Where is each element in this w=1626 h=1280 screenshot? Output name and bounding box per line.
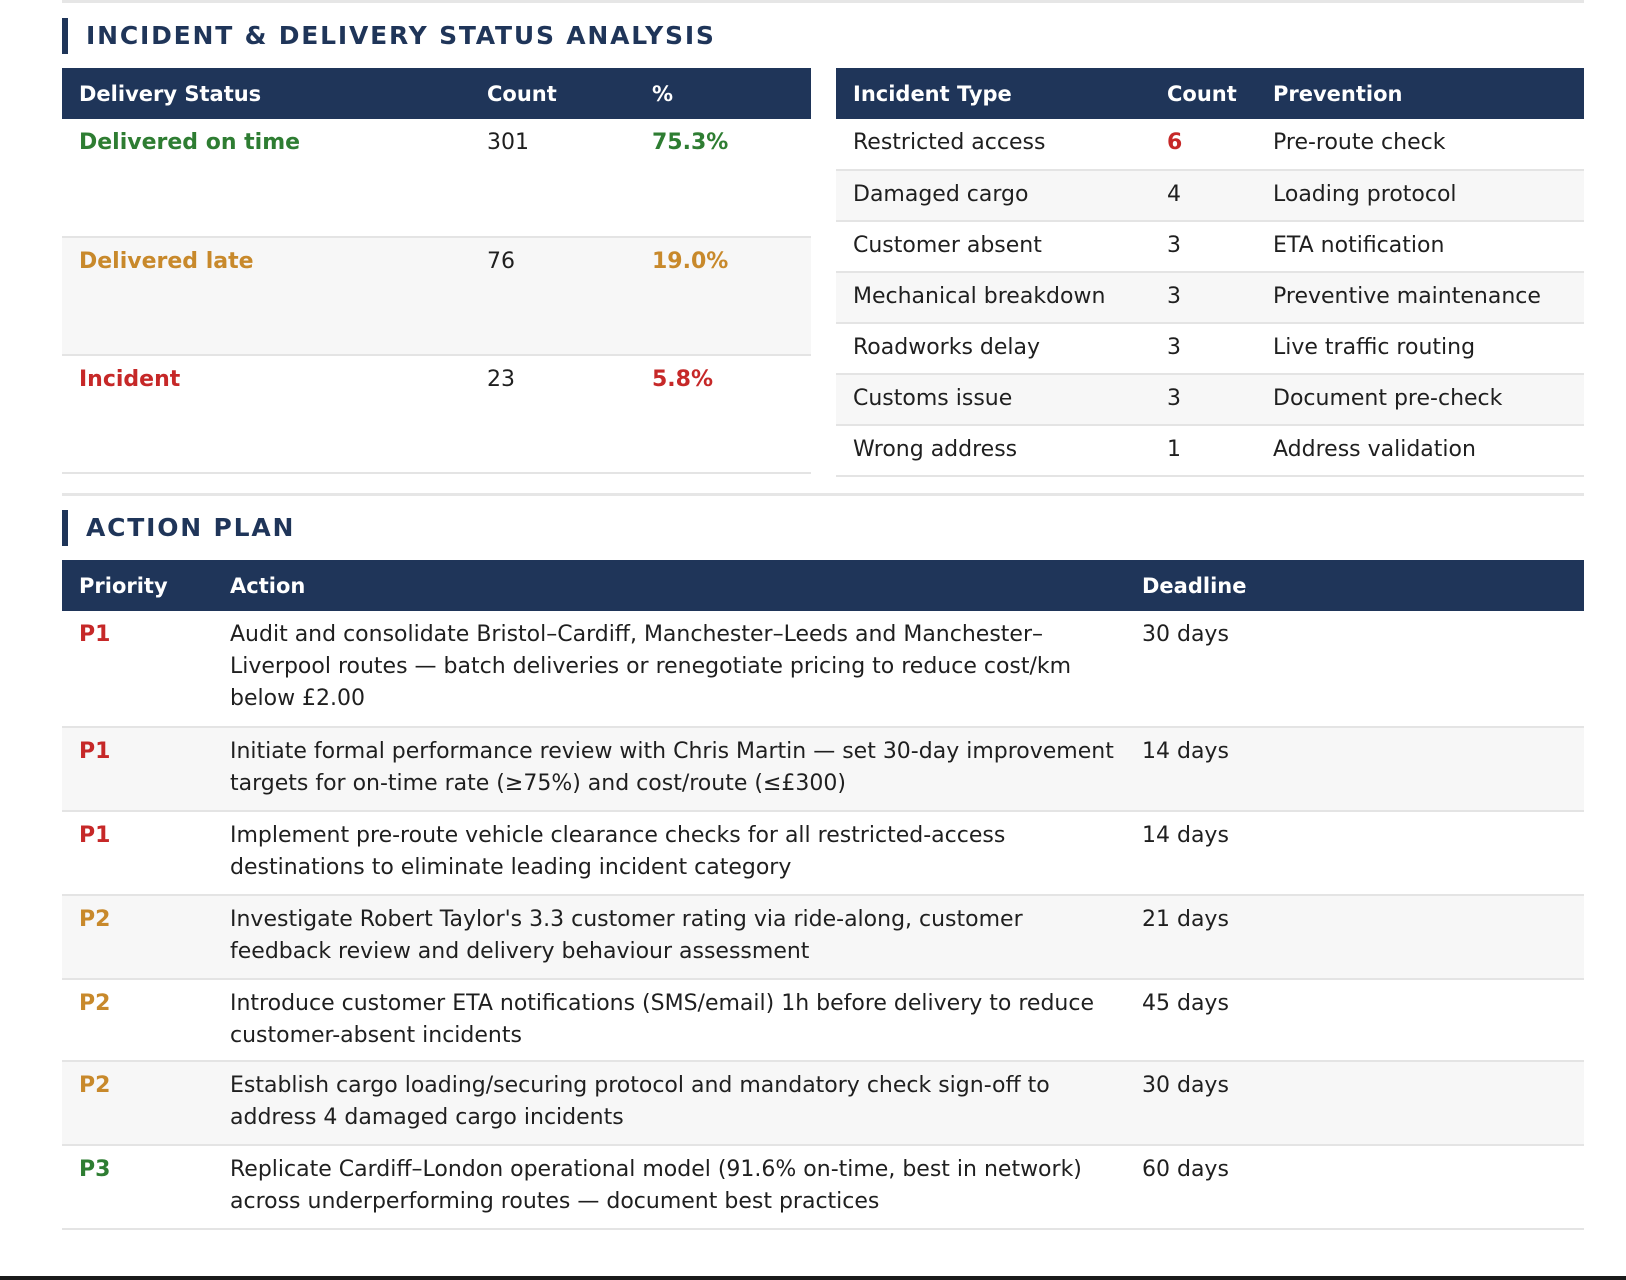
incident-type: Customer absent <box>836 221 1150 272</box>
table-row <box>836 425 1584 476</box>
incident-prevention: Live traffic routing <box>1256 323 1584 374</box>
priority-badge: P2 <box>62 1061 213 1145</box>
table-row <box>62 811 1584 895</box>
header-priority: Priority <box>62 560 213 611</box>
action-deadline: 30 days <box>1125 1061 1584 1145</box>
status-label: Incident <box>62 355 470 473</box>
action-text: Establish cargo loading/securing protocol and mandatory check sign-off to address 4 damaged cargo incidents <box>213 1061 1125 1145</box>
table-row <box>62 237 811 355</box>
table-row <box>62 727 1584 811</box>
status-percent: 75.3% <box>635 119 811 237</box>
section-divider <box>62 493 1584 496</box>
table-row <box>836 272 1584 323</box>
incident-prevention: Preventive maintenance <box>1256 272 1584 323</box>
incident-type: Damaged cargo <box>836 170 1150 221</box>
incident-count: 3 <box>1150 272 1256 323</box>
incident-prevention: Loading protocol <box>1256 170 1584 221</box>
incident-count: 1 <box>1150 425 1256 476</box>
action-deadline: 30 days <box>1125 611 1584 727</box>
action-text: Implement pre-route vehicle clearance checks for all restricted-access destinations to eliminate leading incident category <box>213 811 1125 895</box>
status-label: Delivered late <box>62 237 470 355</box>
action-deadline: 60 days <box>1125 1145 1584 1229</box>
table-row <box>836 221 1584 272</box>
priority-badge: P3 <box>62 1145 213 1229</box>
action-deadline: 21 days <box>1125 895 1584 979</box>
table-row <box>62 355 811 473</box>
incident-type-table <box>836 68 1584 477</box>
action-text: Replicate Cardiff–London operational model (91.6% on-time, best in network) across underperforming routes — document best practices <box>213 1145 1125 1229</box>
priority-badge: P2 <box>62 895 213 979</box>
action-text: Investigate Robert Taylor's 3.3 customer rating via ride-along, customer feedback review and delivery behaviour assessment <box>213 895 1125 979</box>
incident-section-title: INCIDENT & DELIVERY STATUS ANALYSIS <box>62 18 716 54</box>
incident-count: 3 <box>1150 374 1256 425</box>
table-row <box>836 374 1584 425</box>
table-row <box>836 323 1584 374</box>
header-prevention: Prevention <box>1256 68 1584 119</box>
status-label: Delivered on time <box>62 119 470 237</box>
incident-type: Wrong address <box>836 425 1150 476</box>
header-incident-type: Incident Type <box>836 68 1150 119</box>
action-plan-title: ACTION PLAN <box>62 510 295 546</box>
table-row <box>836 119 1584 170</box>
table-row <box>836 170 1584 221</box>
delivery-status-table <box>62 68 811 474</box>
incident-count: 3 <box>1150 323 1256 374</box>
table-row <box>62 611 1584 727</box>
action-plan-table <box>62 560 1584 1230</box>
status-header-row <box>62 68 811 119</box>
status-count: 76 <box>470 237 635 355</box>
incident-type: Mechanical breakdown <box>836 272 1150 323</box>
header-percent: % <box>635 68 811 119</box>
top-rule <box>62 0 1584 3</box>
status-percent: 19.0% <box>635 237 811 355</box>
action-deadline: 14 days <box>1125 727 1584 811</box>
action-header-row <box>62 560 1584 611</box>
incident-count: 6 <box>1150 119 1256 170</box>
action-text: Audit and consolidate Bristol–Cardiff, Manchester–Leeds and Manchester–Liverpool routes — batch deliveries or renegotiate pricing to reduce cost/km below £2.00 <box>213 611 1125 727</box>
priority-badge: P2 <box>62 979 213 1061</box>
incident-header-row <box>836 68 1584 119</box>
incident-prevention: Pre-route check <box>1256 119 1584 170</box>
header-delivery-status: Delivery Status <box>62 68 470 119</box>
header-incident-count: Count <box>1150 68 1256 119</box>
table-row <box>62 119 811 237</box>
action-deadline: 45 days <box>1125 979 1584 1061</box>
incident-count: 3 <box>1150 221 1256 272</box>
action-text: Initiate formal performance review with Chris Martin — set 30-day improvement targets for on-time rate (≥75%) and cost/route (≤£300) <box>213 727 1125 811</box>
incident-type: Roadworks delay <box>836 323 1150 374</box>
action-text: Introduce customer ETA notifications (SMS/email) 1h before delivery to reduce customer-absent incidents <box>213 979 1125 1061</box>
table-row <box>62 1061 1584 1145</box>
incident-prevention: Document pre-check <box>1256 374 1584 425</box>
incident-type: Restricted access <box>836 119 1150 170</box>
action-deadline: 14 days <box>1125 811 1584 895</box>
header-count: Count <box>470 68 635 119</box>
priority-badge: P1 <box>62 811 213 895</box>
status-count: 23 <box>470 355 635 473</box>
table-row <box>62 979 1584 1061</box>
incident-count: 4 <box>1150 170 1256 221</box>
bottom-rule <box>0 1276 1626 1280</box>
priority-badge: P1 <box>62 611 213 727</box>
header-deadline: Deadline <box>1125 560 1584 611</box>
status-percent: 5.8% <box>635 355 811 473</box>
incident-type: Customs issue <box>836 374 1150 425</box>
priority-badge: P1 <box>62 727 213 811</box>
header-action: Action <box>213 560 1125 611</box>
table-row <box>62 895 1584 979</box>
status-count: 301 <box>470 119 635 237</box>
table-row <box>62 1145 1584 1229</box>
incident-prevention: ETA notification <box>1256 221 1584 272</box>
incident-prevention: Address validation <box>1256 425 1584 476</box>
